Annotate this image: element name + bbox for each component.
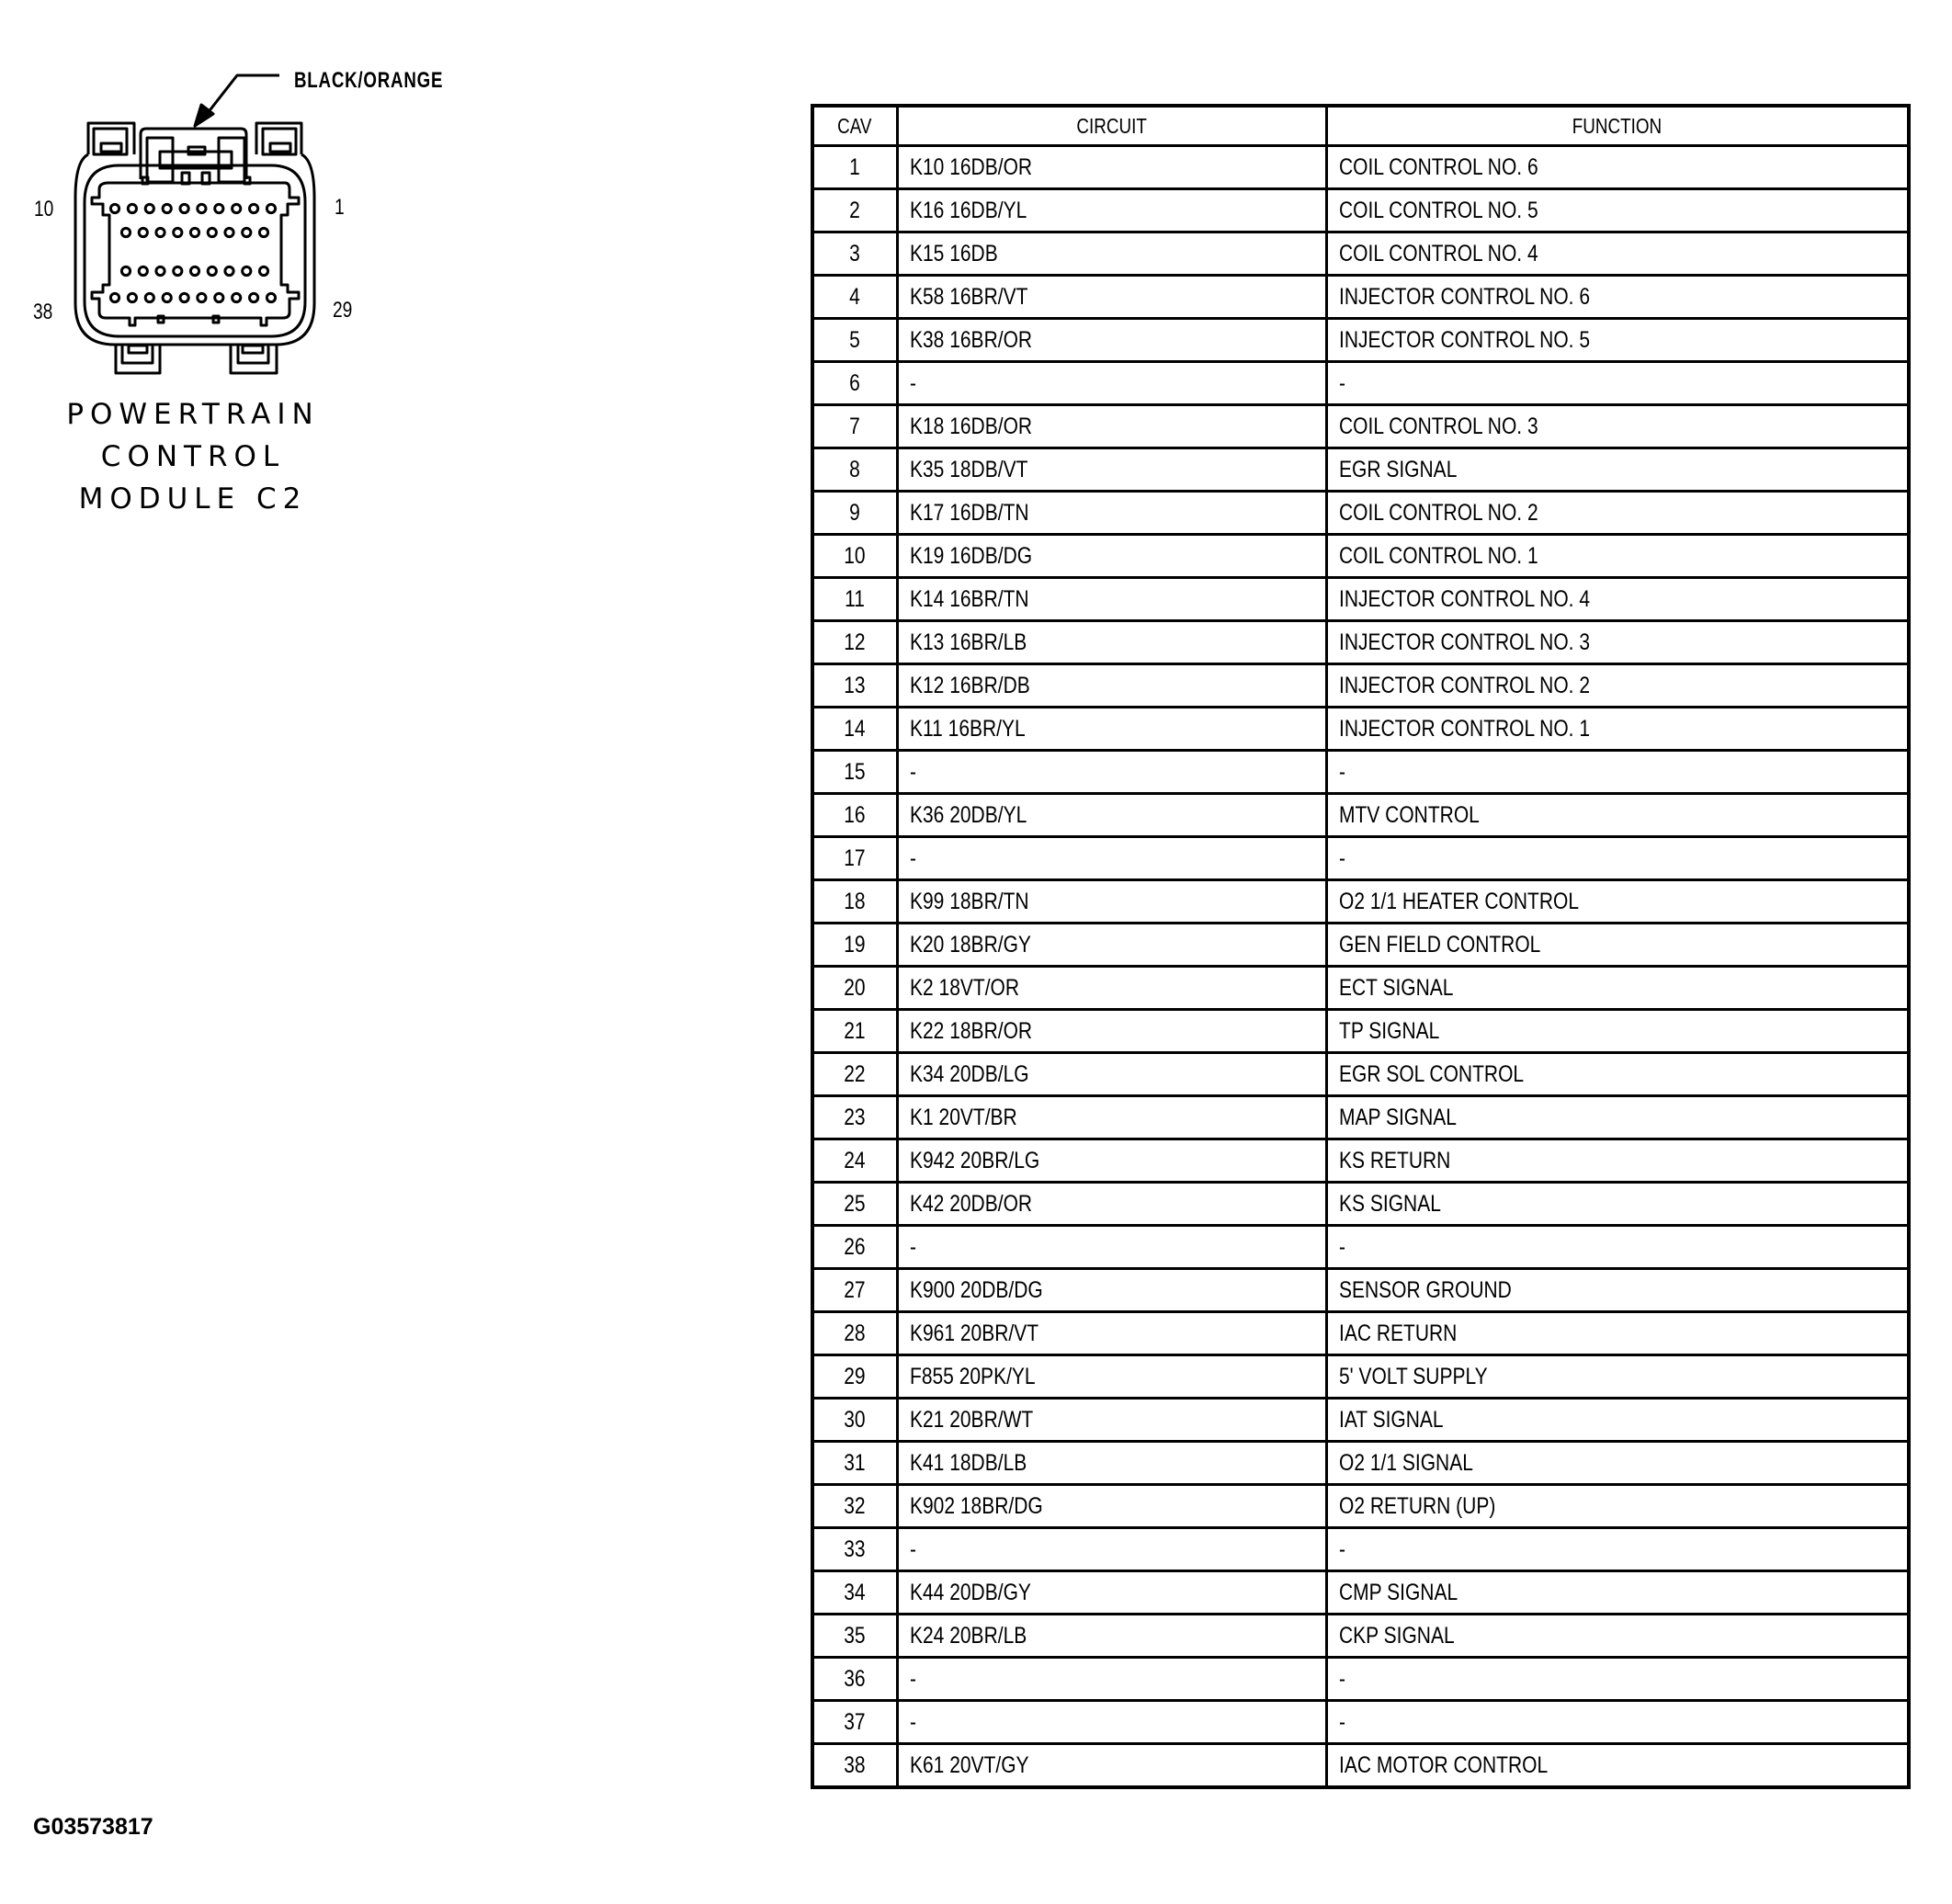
cav-cell: 27 <box>812 1269 897 1312</box>
cav-cell: 9 <box>812 492 897 535</box>
pin-cavity-icon <box>190 228 199 236</box>
pin-cavity-icon <box>174 266 182 275</box>
pin-number-label-10: 10 <box>34 197 54 221</box>
function-cell: INJECTOR CONTROL NO. 3 <box>1326 621 1909 664</box>
pin-cavity-icon <box>233 204 241 212</box>
cav-cell: 38 <box>812 1744 897 1788</box>
table-row <box>812 1485 1909 1528</box>
table-header-row <box>812 106 1909 146</box>
function-cell: COIL CONTROL NO. 5 <box>1326 189 1909 232</box>
pin-cavity-icon <box>233 293 241 301</box>
circuit-cell: K41 18DB/LB <box>897 1442 1326 1485</box>
cav-cell: 5 <box>812 319 897 362</box>
pin-cavity-icon <box>208 228 216 236</box>
table-row <box>812 535 1909 578</box>
function-cell: MTV CONTROL <box>1326 794 1909 837</box>
circuit-cell: K16 16DB/YL <box>897 189 1326 232</box>
circuit-cell: K961 20BR/VT <box>897 1312 1326 1355</box>
cav-cell: 6 <box>812 362 897 405</box>
header-function: FUNCTION <box>1326 106 1909 146</box>
cav-cell: 24 <box>812 1139 897 1183</box>
circuit-cell: K2 18VT/OR <box>897 967 1326 1010</box>
pin-cavity-icon <box>145 204 153 212</box>
cav-cell: 23 <box>812 1096 897 1139</box>
table-row <box>812 1053 1909 1096</box>
circuit-cell: - <box>897 1701 1326 1744</box>
circuit-cell: K1 20VT/BR <box>897 1096 1326 1139</box>
function-cell: COIL CONTROL NO. 1 <box>1326 535 1909 578</box>
circuit-cell: - <box>897 1658 1326 1701</box>
circuit-cell: K99 18BR/TN <box>897 880 1326 924</box>
connector-inner-outline <box>85 165 305 336</box>
circuit-cell: K42 20DB/OR <box>897 1183 1326 1226</box>
cav-cell: 2 <box>812 189 897 232</box>
pin-cavity-icon <box>259 228 267 236</box>
pin-cavity-icon <box>215 293 223 301</box>
circuit-cell: K13 16BR/LB <box>897 621 1326 664</box>
pin-cavity-icon <box>145 293 153 301</box>
circuit-cell: K14 16BR/TN <box>897 578 1326 621</box>
pin-number-label-1: 1 <box>335 195 345 220</box>
function-cell: KS SIGNAL <box>1326 1183 1909 1226</box>
cav-cell: 13 <box>812 664 897 708</box>
table-row <box>812 1010 1909 1053</box>
function-cell: COIL CONTROL NO. 6 <box>1326 146 1909 189</box>
circuit-cell: K942 20BR/LG <box>897 1139 1326 1183</box>
pin-cavity-icon <box>225 266 233 275</box>
cav-cell: 18 <box>812 880 897 924</box>
connector-title-line-1: POWERTRAIN <box>66 398 320 431</box>
circuit-cell: - <box>897 1528 1326 1571</box>
cav-cell: 34 <box>812 1571 897 1615</box>
header-cav: CAV <box>812 106 897 146</box>
function-cell: INJECTOR CONTROL NO. 6 <box>1326 276 1909 319</box>
function-cell: - <box>1326 362 1909 405</box>
table-row <box>812 1658 1909 1701</box>
cav-cell: 37 <box>812 1701 897 1744</box>
cav-cell: 7 <box>812 405 897 448</box>
pin-cavity-icon <box>156 266 165 275</box>
cav-cell: 35 <box>812 1615 897 1658</box>
pin-cavity-icon <box>267 293 275 301</box>
table-row <box>812 1269 1909 1312</box>
circuit-cell: K11 16BR/YL <box>897 708 1326 751</box>
pin-cavity-icon <box>250 204 258 212</box>
table-row <box>812 1571 1909 1615</box>
cav-cell: 20 <box>812 967 897 1010</box>
pin-cavity-icon <box>110 293 119 301</box>
function-cell: GEN FIELD CONTROL <box>1326 924 1909 967</box>
circuit-cell: K15 16DB <box>897 232 1326 276</box>
table-row <box>812 924 1909 967</box>
function-cell: - <box>1326 837 1909 880</box>
function-cell: - <box>1326 1528 1909 1571</box>
circuit-cell: K12 16BR/DB <box>897 664 1326 708</box>
table-row <box>812 189 1909 232</box>
function-cell: O2 1/1 SIGNAL <box>1326 1442 1909 1485</box>
table-row <box>812 837 1909 880</box>
pin-cavity-icon <box>180 293 188 301</box>
cav-cell: 30 <box>812 1399 897 1442</box>
function-cell: - <box>1326 751 1909 794</box>
table-row <box>812 319 1909 362</box>
function-cell: INJECTOR CONTROL NO. 5 <box>1326 319 1909 362</box>
pin-cavity-icon <box>163 293 171 301</box>
table-row <box>812 1701 1909 1744</box>
pin-cavity-icon <box>190 266 199 275</box>
table-row <box>812 1139 1909 1183</box>
cav-cell: 15 <box>812 751 897 794</box>
function-cell: MAP SIGNAL <box>1326 1096 1909 1139</box>
table-row <box>812 967 1909 1010</box>
function-cell: CKP SIGNAL <box>1326 1615 1909 1658</box>
function-cell: TP SIGNAL <box>1326 1010 1909 1053</box>
cav-cell: 1 <box>812 146 897 189</box>
pin-cavity-icon <box>267 204 275 212</box>
connector-title-line-2: CONTROL <box>100 440 286 473</box>
pin-cavity-icon <box>208 266 216 275</box>
circuit-cell: K902 18BR/DG <box>897 1485 1326 1528</box>
table-row <box>812 1312 1909 1355</box>
pin-number-label-38: 38 <box>33 300 53 324</box>
function-cell: EGR SOL CONTROL <box>1326 1053 1909 1096</box>
table-row <box>812 1399 1909 1442</box>
cav-cell: 22 <box>812 1053 897 1096</box>
circuit-cell: K900 20DB/DG <box>897 1269 1326 1312</box>
function-cell: - <box>1326 1226 1909 1269</box>
table-row <box>812 362 1909 405</box>
pin-cavity-icon <box>180 204 188 212</box>
figure-id: G03573817 <box>33 1814 153 1840</box>
function-cell: O2 RETURN (UP) <box>1326 1485 1909 1528</box>
cav-cell: 32 <box>812 1485 897 1528</box>
table-row <box>812 1183 1909 1226</box>
function-cell: 5' VOLT SUPPLY <box>1326 1355 1909 1399</box>
circuit-cell: - <box>897 751 1326 794</box>
cav-cell: 33 <box>812 1528 897 1571</box>
pin-cavity-icon <box>121 228 130 236</box>
function-cell: COIL CONTROL NO. 4 <box>1326 232 1909 276</box>
table-row <box>812 621 1909 664</box>
function-cell: SENSOR GROUND <box>1326 1269 1909 1312</box>
pin-cavity-icon <box>163 204 171 212</box>
cav-cell: 4 <box>812 276 897 319</box>
pin-cavity-icon <box>243 266 251 275</box>
pinout-table <box>811 104 1911 1789</box>
function-cell: INJECTOR CONTROL NO. 2 <box>1326 664 1909 708</box>
circuit-cell: K58 16BR/VT <box>897 276 1326 319</box>
table-row <box>812 276 1909 319</box>
table-row <box>812 1355 1909 1399</box>
table-row <box>812 1528 1909 1571</box>
table-row <box>812 1096 1909 1139</box>
table-row <box>812 405 1909 448</box>
circuit-cell: K20 18BR/GY <box>897 924 1326 967</box>
circuit-cell: K19 16DB/DG <box>897 535 1326 578</box>
table-row <box>812 880 1909 924</box>
cav-cell: 25 <box>812 1183 897 1226</box>
cav-cell: 3 <box>812 232 897 276</box>
function-cell: O2 1/1 HEATER CONTROL <box>1326 880 1909 924</box>
circuit-cell: K17 16DB/TN <box>897 492 1326 535</box>
pin-cavity-icon <box>174 228 182 236</box>
function-cell: INJECTOR CONTROL NO. 4 <box>1326 578 1909 621</box>
pin-cavity-icon <box>198 204 206 212</box>
function-cell: - <box>1326 1658 1909 1701</box>
circuit-cell: K44 20DB/GY <box>897 1571 1326 1615</box>
cav-cell: 8 <box>812 448 897 492</box>
pin-cavity-icon <box>243 228 251 236</box>
cav-cell: 12 <box>812 621 897 664</box>
table-row <box>812 664 1909 708</box>
function-cell: CMP SIGNAL <box>1326 1571 1909 1615</box>
function-cell: KS RETURN <box>1326 1139 1909 1183</box>
function-cell: EGR SIGNAL <box>1326 448 1909 492</box>
function-cell: - <box>1326 1701 1909 1744</box>
table-body <box>812 146 1909 1788</box>
circuit-cell: - <box>897 362 1326 405</box>
connector-title <box>55 393 331 520</box>
function-cell: IAC RETURN <box>1326 1312 1909 1355</box>
pin-cavity-icon <box>128 204 136 212</box>
circuit-cell: K22 18BR/OR <box>897 1010 1326 1053</box>
table-row <box>812 1615 1909 1658</box>
circuit-cell: K34 20DB/LG <box>897 1053 1326 1096</box>
table-row <box>812 794 1909 837</box>
cav-cell: 10 <box>812 535 897 578</box>
cav-cell: 16 <box>812 794 897 837</box>
pin-number-label-29: 29 <box>333 298 353 323</box>
pin-cavity-icon <box>121 266 130 275</box>
circuit-cell: - <box>897 837 1326 880</box>
table-row <box>812 578 1909 621</box>
connector-title-line-3: MODULE C2 <box>78 482 308 516</box>
pin-cavity-icon <box>259 266 267 275</box>
cav-cell: 11 <box>812 578 897 621</box>
callout-leader-line <box>204 75 279 118</box>
pin-cavity-icon <box>128 293 136 301</box>
circuit-cell: K61 20VT/GY <box>897 1744 1326 1788</box>
pin-cavity-icon <box>225 228 233 236</box>
pin-cavity-icon <box>215 204 223 212</box>
table-row <box>812 146 1909 189</box>
pin-cavity-icon <box>139 228 147 236</box>
table-row <box>812 492 1909 535</box>
pin-cavity-icon <box>110 204 119 212</box>
connector-face-diagram <box>0 0 478 404</box>
circuit-cell: K24 20BR/LB <box>897 1615 1326 1658</box>
connector-color-label: BLACK/ORANGE <box>294 68 444 93</box>
table-row <box>812 1744 1909 1788</box>
cav-cell: 29 <box>812 1355 897 1399</box>
pin-cavity-icon <box>198 293 206 301</box>
table-row <box>812 232 1909 276</box>
circuit-cell: K36 20DB/YL <box>897 794 1326 837</box>
circuit-cell: K10 16DB/OR <box>897 146 1326 189</box>
table-row <box>812 1226 1909 1269</box>
pin-cavities <box>110 204 275 301</box>
header-circuit: CIRCUIT <box>897 106 1326 146</box>
cav-cell: 17 <box>812 837 897 880</box>
cav-cell: 19 <box>812 924 897 967</box>
pin-cavity-icon <box>250 293 258 301</box>
function-cell: COIL CONTROL NO. 2 <box>1326 492 1909 535</box>
circuit-cell: K21 20BR/WT <box>897 1399 1326 1442</box>
cav-cell: 36 <box>812 1658 897 1701</box>
circuit-cell: K35 18DB/VT <box>897 448 1326 492</box>
circuit-cell: - <box>897 1226 1326 1269</box>
cav-cell: 21 <box>812 1010 897 1053</box>
table-row <box>812 1442 1909 1485</box>
cav-cell: 28 <box>812 1312 897 1355</box>
table-row <box>812 708 1909 751</box>
function-cell: INJECTOR CONTROL NO. 1 <box>1326 708 1909 751</box>
pin-cavity-icon <box>139 266 147 275</box>
table-row <box>812 448 1909 492</box>
cav-cell: 26 <box>812 1226 897 1269</box>
function-cell: IAC MOTOR CONTROL <box>1326 1744 1909 1788</box>
function-cell: IAT SIGNAL <box>1326 1399 1909 1442</box>
table-row <box>812 751 1909 794</box>
circuit-cell: K18 16DB/OR <box>897 405 1326 448</box>
cav-cell: 31 <box>812 1442 897 1485</box>
function-cell: ECT SIGNAL <box>1326 967 1909 1010</box>
circuit-cell: K38 16BR/OR <box>897 319 1326 362</box>
cav-cell: 14 <box>812 708 897 751</box>
pin-cavity-icon <box>156 228 165 236</box>
function-cell: COIL CONTROL NO. 3 <box>1326 405 1909 448</box>
circuit-cell: F855 20PK/YL <box>897 1355 1326 1399</box>
